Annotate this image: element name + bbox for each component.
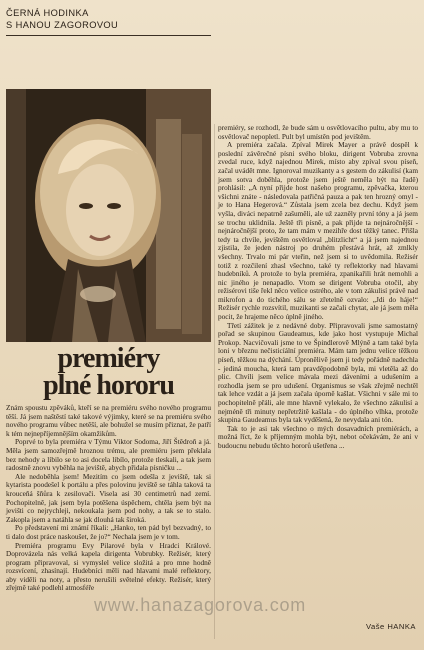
header-rule	[6, 35, 211, 36]
article-title	[6, 345, 211, 399]
signature: Vaše HANKA	[365, 622, 416, 631]
title-line-2: plné hororu	[43, 370, 174, 401]
paragraph: premiéry, se rozhodl, že bude sám u osvětlovacího pultu, aby mu to osvětlovač nepopletl. Pult byl umístěn pod jevištěm.	[218, 123, 418, 141]
portrait-photo-icon	[6, 89, 211, 342]
paragraph: Ale nedoběhla jsem! Mezitím co jsem odešla z jeviště, tak si kytarista poodešel k portálu a přes polovinu jeviště se táhla taková ta krouceňá šňůra k zesilovači. Visela asi 30 centimetrů nad zemí. Pochopitelně, jak jsem byla potěšena úspěchem, chtěla jsem být na jevišti co nejrychleji, nekoukala jsem pod nohy, a tak se to stalo. Zakopla jsem a natáhla se jak dlouhá tak široká.	[6, 471, 211, 524]
paragraph: Třetí zážitek je z nedávné doby. Připravovali jsme samostatný pořad se skupinou Gaudeamus, kde jako host vystupuje Michal Prokop. Nacvičovali jsme to ve Špindlerově Mlýně a tam také byla loni v březnu nečisticíální premiéra. Mám tam jednu velice těžkou píseň, těžkou na dýchání. Úpronělivě jsem ji tedy pořádně nadechla - jediná moucha, která tam pravděpodobně byla, mi vletěla až do plic. Chvíli jsem velice mávala mezi dáveními a udušením a rozhodla jsem se pro udušení. Organismus se však zřejmě nechtěl tak lehce vzdát a já jsem začala úporně kašlat. Všichni v sále mi to pochopitelně přáli, ale mne hlavně vylekalo, že všechno zákulisí a nejméně tři minuty nepřetržitě kašlala - do úplného vlhka, protože skupina Gaudeamus byla tak vyděšená, že nevydala ani tón.	[218, 320, 418, 425]
paragraph: Znám spoustu zpěváků, kteří se na premiéru svého nového programu těší. Já jsem naštěstí také takové výjimky, které se na premiéru svého nového programu vůbec netěší, ale bohužel se musím přiznat, že patří k tém nejnepříjemnějším okamžikům.	[6, 403, 211, 438]
paragraph: Tak to je asi tak všechno o mých dosavadních premiérách, a možná říct, že k příjemným mohla být, nebot očekávám, že ani v budoucnu nebudu těchto hororů ušetřena ...	[218, 423, 418, 450]
header-line-1: ČERNÁ HODINKA	[6, 8, 89, 18]
paragraph: Poprvé to byla premiéra v Týmu Viktor Sodoma, Jiří Štědroň a já. Měla jsem samozřejmě hroznou trému, ale premiéru jsem překlala bez nehody a líbilo se to asi docela libílo, protože tleskali, a tak jsem radostně znovu vyběhla na jeviště, abych přidala písničku ...	[6, 437, 211, 473]
header-line-2: S HANOU ZAGOROVOU	[6, 20, 119, 30]
column-header	[6, 7, 211, 36]
title-line-1: premiéry	[57, 343, 160, 374]
watermark: www.hanazagorova.com	[94, 595, 307, 615]
portrait-photo	[6, 89, 211, 342]
paragraph: Po představení mi známí říkali: „Hanko, ten pád byl bezvadný, to ti dalo dost práce naskoušet, že jo?“ Nechala jsem je v tom.	[6, 523, 211, 541]
column-divider	[214, 124, 215, 639]
right-column	[218, 124, 418, 451]
paragraph: A premiéra začala. Zpíval Mirek Mayer a právě dospěl k poslední závěrečné písni svého bloku, dirigent Vobruba zrovna zvedal ruce, když najednou Mirek, místo aby zpíval svou píseň, začal uvádět mne. Ignoroval muzikanty a s gestem do zákulisí (kam jsem sotva doběhla, protože jsem ještě neměla být na řadě) prohlásil: „A nyní přijde host našeho programu, zpěvačka, kterou všichni znáte - následovala patřičná pauza a pak ten hrozný omyl - je to Hana Hegerová.“ Zůstala jsem zcela bez dechu. Když jsem vyšla, diváci nepatrně zašuměli, ale už zazněly první tóny a já jsem se trochu uklidnila. Ještě tři písně, a pak přijde ta nejnáročnější - nejnáročnější proto, že tam mám v mezihře dost těžký tanec. Přišla tedy ta chvíle, jevištěm osvětloval „blitzlicht“ a já jsem najednou zjistila, že jeden nástroj po druhém přestává hrát, až zmlkly všechny. Trvalo mi pár vteřin, než jsem si to uvědomila. Režisér totiž z rozčilení zhasl všechno, také ty reflektorky nad hlavami hudebníků. A protože to byla premiéra, zpanikařili hrát nemohli a nic jiného je nenapadlo. Vtom se dirigent Vobruba otočil, aby režisérovi tiše řekl něco velice ostrého, ale v tom zákulisí právě nad mikrofon a do tichého sálu se zřetelně ozvalo: „Jdi do háje!“ Režisér rychle rozsvítil, muzikanti se začali chytat, ale já jsem měla pocit, že hrajeme něco úplně jiného.	[218, 140, 418, 322]
paragraph: Premiéra programu Evy Pilarové byla v Hradci Králové. Doprovázela nás velká kapela dirigenta Vobrubky. Režisér, který program připravoval, si vymyslel velice složitá a pro mne hodně rozsvícení, zhasínají. Hudebníci měli nad hlavami malé reflektory, aby viděli na noty, a přesto nerušili světelné efekty. Režisér, který zřejmě také podlehl atmosféře	[6, 540, 211, 593]
left-column	[6, 404, 211, 593]
